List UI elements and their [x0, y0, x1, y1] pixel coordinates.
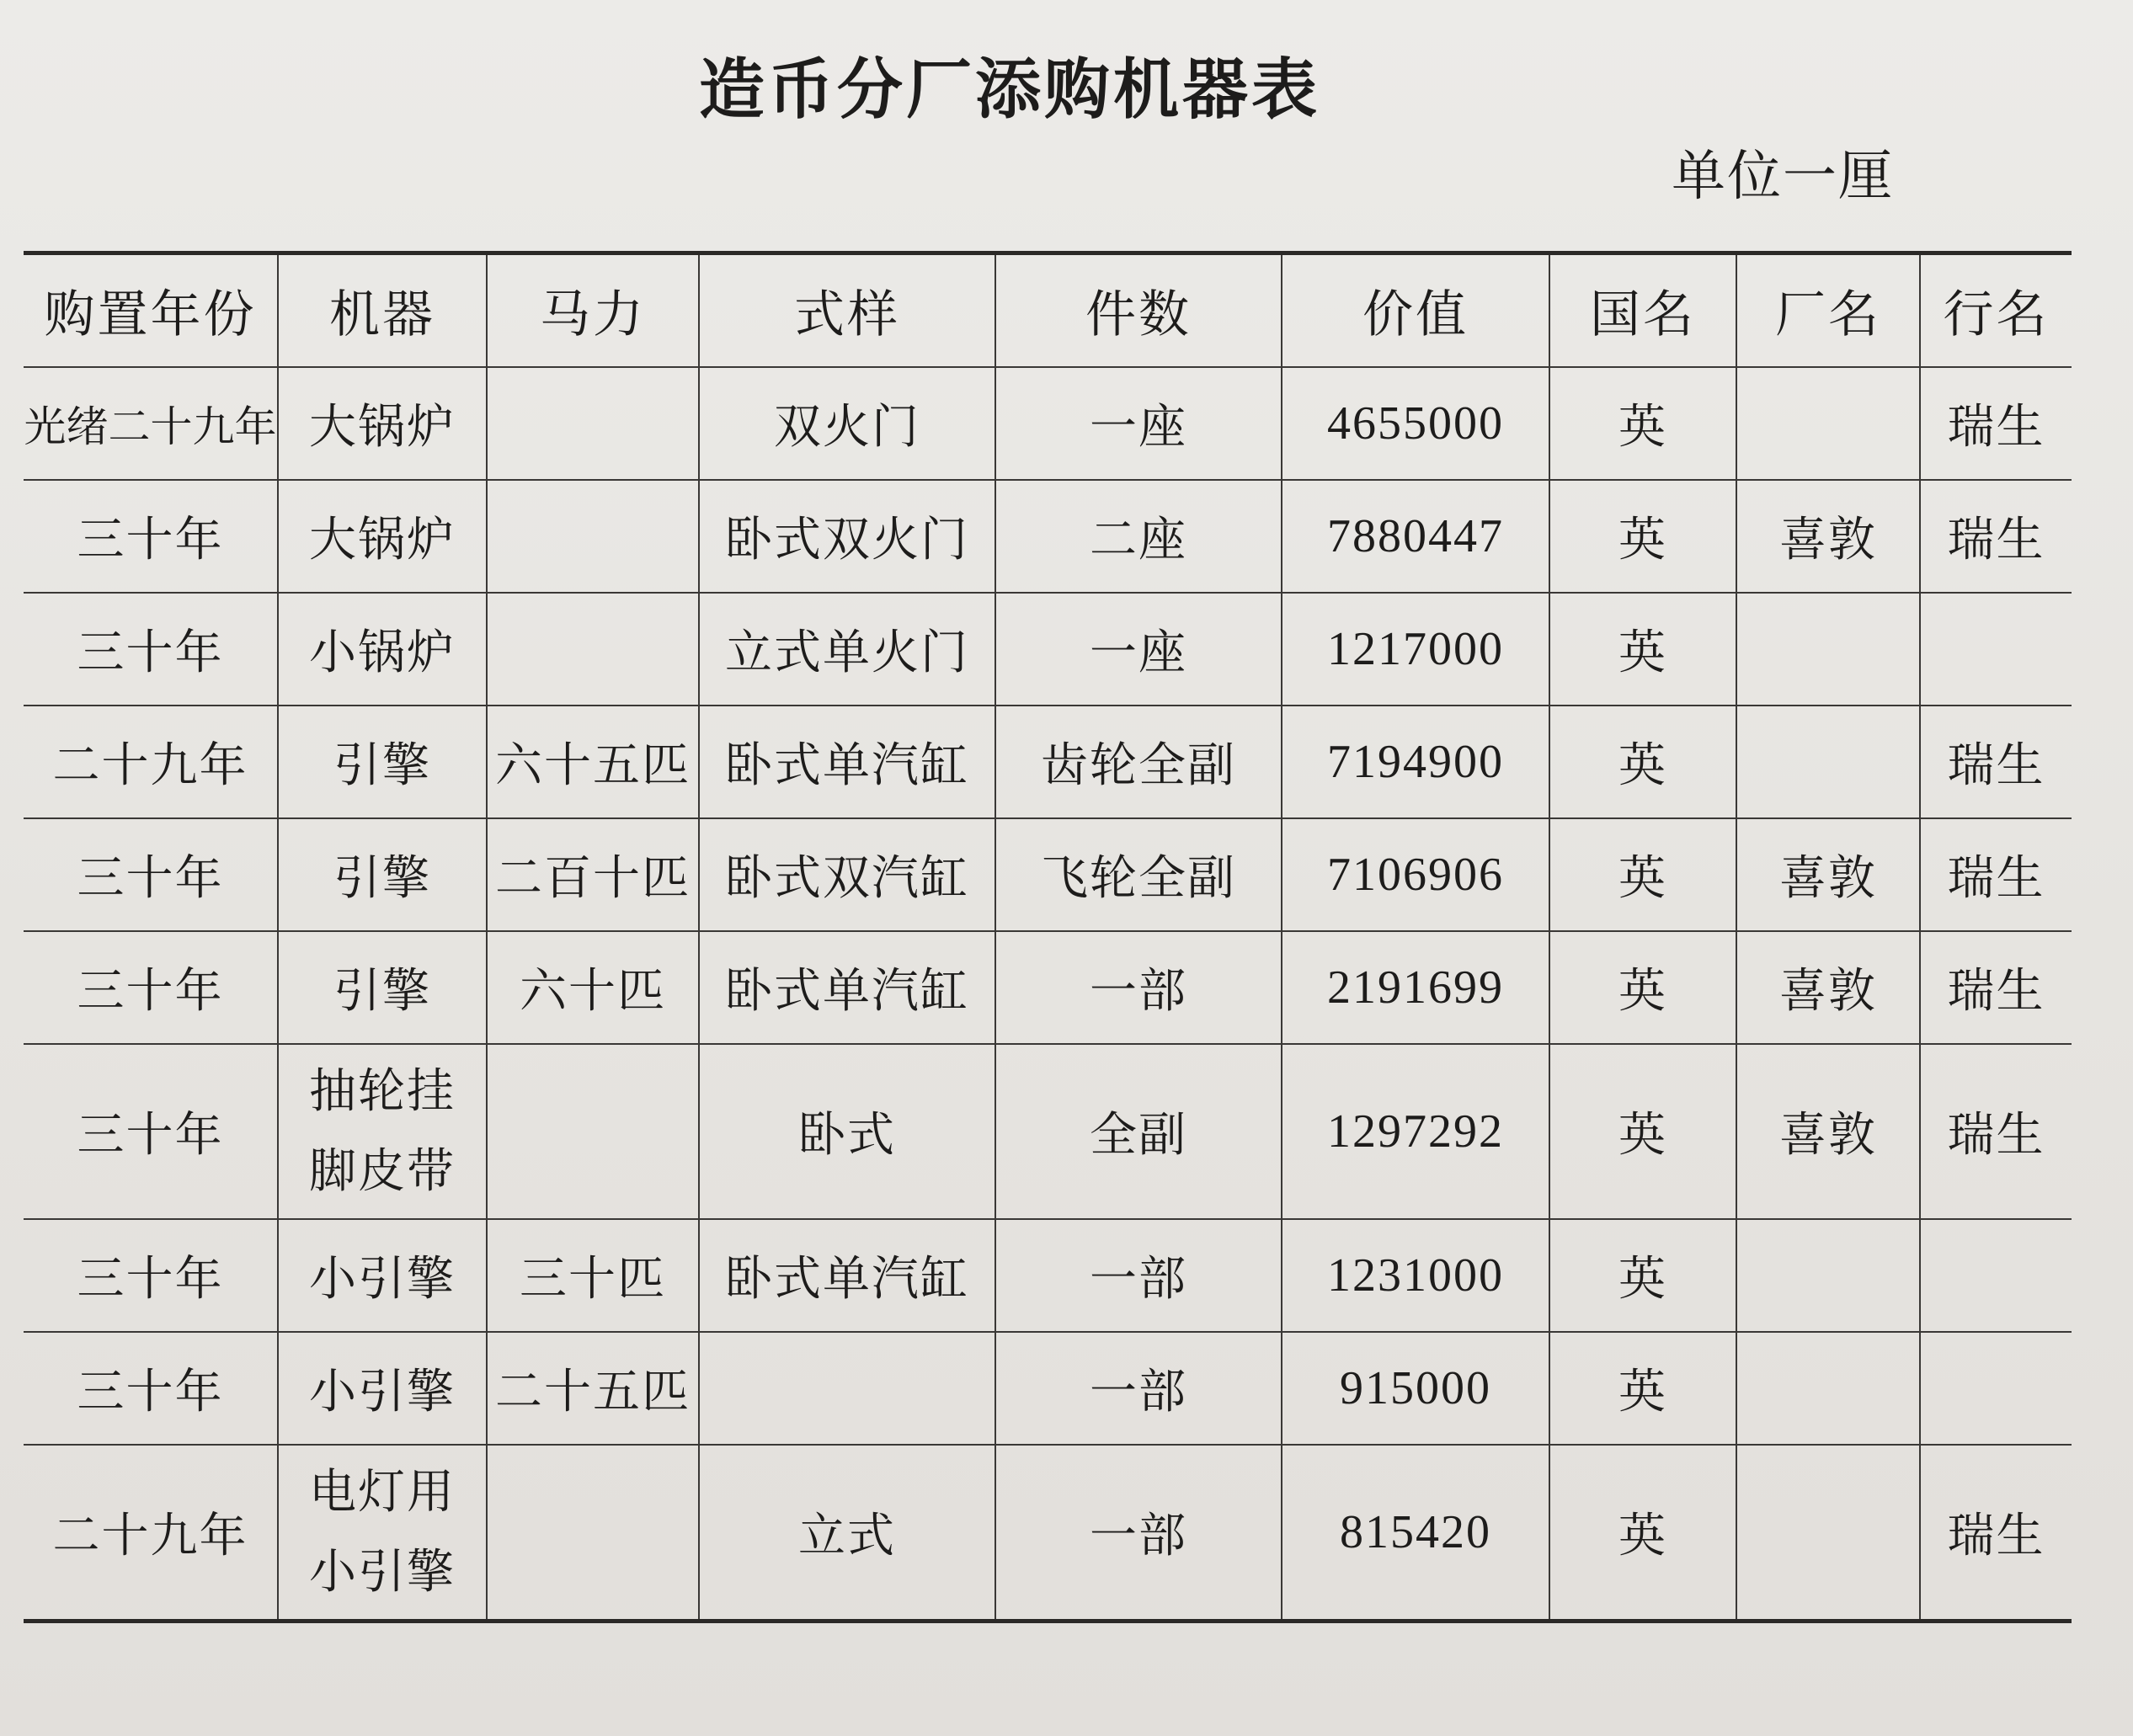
cell-value: 7880447: [1282, 480, 1549, 593]
cell-value: 1217000: [1282, 593, 1549, 706]
cell-firm: 瑞生: [1920, 931, 2072, 1044]
cell-style: 卧式单汽缸: [699, 1219, 995, 1332]
cell-year: 二十九年: [24, 706, 278, 818]
cell-year: 三十年: [24, 480, 278, 593]
cell-year: 二十九年: [24, 1445, 278, 1622]
cell-machine: 大锅炉: [278, 367, 487, 480]
cell-horsepower: 三十匹: [487, 1219, 699, 1332]
cell-factory: 喜敦: [1736, 1044, 1920, 1219]
cell-firm: [1920, 593, 2072, 706]
table-row: [24, 1044, 2072, 1219]
cell-year: 三十年: [24, 1219, 278, 1332]
cell-firm: [1920, 1332, 2072, 1445]
cell-style: [699, 1332, 995, 1445]
cell-value: 1297292: [1282, 1044, 1549, 1219]
cell-style: 卧式单汽缸: [699, 931, 995, 1044]
cell-machine: 引擎: [278, 706, 487, 818]
column-header-style: 式样: [699, 253, 995, 368]
cell-firm: 瑞生: [1920, 1044, 2072, 1219]
column-header-horsepower: 马力: [487, 253, 699, 368]
table-title: 造币分厂添购机器表: [699, 52, 1321, 128]
cell-value: 815420: [1282, 1445, 1549, 1622]
cell-quantity: 全副: [995, 1044, 1282, 1219]
cell-machine-line: 电灯用: [309, 1464, 456, 1520]
cell-factory: 喜敦: [1736, 480, 1920, 593]
cell-country: 英: [1549, 1219, 1736, 1332]
table-row: [24, 818, 2072, 931]
cell-country: 英: [1549, 1445, 1736, 1622]
cell-quantity: 一部: [995, 1445, 1282, 1622]
cell-style: 卧式: [699, 1044, 995, 1219]
cell-value: 4655000: [1282, 367, 1549, 480]
table-row: [24, 593, 2072, 706]
cell-firm: 瑞生: [1920, 480, 2072, 593]
cell-machine: 引擎: [278, 931, 487, 1044]
cell-quantity: 一座: [995, 593, 1282, 706]
column-header-year: 购置年份: [24, 253, 278, 368]
cell-quantity: 二座: [995, 480, 1282, 593]
cell-firm: 瑞生: [1920, 706, 2072, 818]
cell-country: 英: [1549, 367, 1736, 480]
cell-country: 英: [1549, 818, 1736, 931]
cell-factory: [1736, 706, 1920, 818]
cell-machine-line: 脚皮带: [309, 1144, 456, 1199]
cell-value: 7106906: [1282, 818, 1549, 931]
cell-machine: 引擎: [278, 818, 487, 931]
cell-style: 立式: [699, 1445, 995, 1622]
cell-machine: 小锅炉: [278, 593, 487, 706]
cell-style: 卧式双汽缸: [699, 818, 995, 931]
cell-quantity: 一座: [995, 367, 1282, 480]
cell-machine: 大锅炉: [278, 480, 487, 593]
column-header-factory: 厂名: [1736, 253, 1920, 368]
cell-horsepower: [487, 593, 699, 706]
cell-machine: 小引擎: [278, 1332, 487, 1445]
cell-year: 光绪二十九年: [24, 367, 278, 480]
machine-purchase-table: [24, 251, 2072, 1623]
cell-factory: 喜敦: [1736, 818, 1920, 931]
cell-year: 三十年: [24, 593, 278, 706]
cell-value: 1231000: [1282, 1219, 1549, 1332]
cell-year: 三十年: [24, 818, 278, 931]
cell-firm: 瑞生: [1920, 367, 2072, 480]
cell-quantity: 一部: [995, 1219, 1282, 1332]
cell-country: 英: [1549, 931, 1736, 1044]
cell-machine: [278, 1044, 487, 1219]
cell-value: 2191699: [1282, 931, 1549, 1044]
cell-country: 英: [1549, 1332, 1736, 1445]
cell-machine-line: 抽轮挂: [309, 1063, 456, 1119]
cell-country: 英: [1549, 593, 1736, 706]
cell-factory: [1736, 367, 1920, 480]
column-header-value: 价值: [1282, 253, 1549, 368]
cell-horsepower: 六十匹: [487, 931, 699, 1044]
cell-machine: 小引擎: [278, 1219, 487, 1332]
cell-horsepower: 二百十匹: [487, 818, 699, 931]
cell-firm: 瑞生: [1920, 818, 2072, 931]
cell-value: 915000: [1282, 1332, 1549, 1445]
cell-year: 三十年: [24, 931, 278, 1044]
cell-factory: 喜敦: [1736, 931, 1920, 1044]
cell-machine-line: 小引擎: [309, 1545, 456, 1600]
table-row: [24, 1219, 2072, 1332]
cell-style: 卧式双火门: [699, 480, 995, 593]
cell-year: 三十年: [24, 1332, 278, 1445]
cell-factory: [1736, 1445, 1920, 1622]
unit-note: 单位一厘: [1672, 146, 1894, 208]
cell-factory: [1736, 1332, 1920, 1445]
cell-firm: 瑞生: [1920, 1445, 2072, 1622]
cell-quantity: 齿轮全副: [995, 706, 1282, 818]
table-row: [24, 1332, 2072, 1445]
table-row: [24, 1445, 2072, 1622]
table-row: [24, 480, 2072, 593]
cell-horsepower: [487, 367, 699, 480]
header-row: [24, 253, 2072, 368]
table-row: [24, 706, 2072, 818]
cell-style: 立式单火门: [699, 593, 995, 706]
cell-quantity: 一部: [995, 1332, 1282, 1445]
column-header-firm: 行名: [1920, 253, 2072, 368]
cell-horsepower: 二十五匹: [487, 1332, 699, 1445]
cell-machine: [278, 1445, 487, 1622]
column-header-country: 国名: [1549, 253, 1736, 368]
table-row: [24, 367, 2072, 480]
cell-country: 英: [1549, 706, 1736, 818]
cell-horsepower: [487, 1044, 699, 1219]
cell-factory: [1736, 593, 1920, 706]
cell-year: 三十年: [24, 1044, 278, 1219]
table-row: [24, 931, 2072, 1044]
column-header-machine: 机器: [278, 253, 487, 368]
cell-quantity: 飞轮全副: [995, 818, 1282, 931]
cell-style: 卧式单汽缸: [699, 706, 995, 818]
cell-country: 英: [1549, 1044, 1736, 1219]
column-header-quantity: 件数: [995, 253, 1282, 368]
cell-country: 英: [1549, 480, 1736, 593]
cell-horsepower: [487, 1445, 699, 1622]
cell-factory: [1736, 1219, 1920, 1332]
cell-quantity: 一部: [995, 931, 1282, 1044]
cell-style: 双火门: [699, 367, 995, 480]
cell-firm: [1920, 1219, 2072, 1332]
cell-value: 7194900: [1282, 706, 1549, 818]
cell-horsepower: 六十五匹: [487, 706, 699, 818]
cell-horsepower: [487, 480, 699, 593]
